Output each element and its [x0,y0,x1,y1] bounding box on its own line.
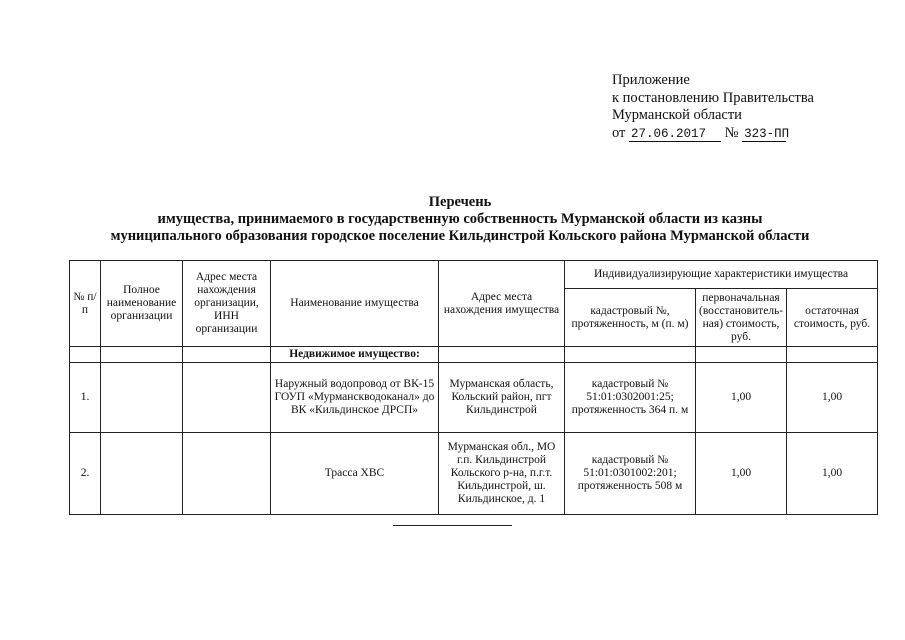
row-org-name [101,363,183,433]
number-value: 323-ПП [744,126,790,141]
header-org-address: Адрес места нахождения организации, ИНН организации [183,261,271,347]
header-initial-cost: первоначальная (восстановитель-ная) стоимость, руб. [696,289,787,347]
appendix-region: Мурманской области [612,107,742,123]
property-table [69,260,878,515]
header-row-1 [70,261,878,289]
row-initial-cost: 1,00 [696,363,787,433]
row-num: 2. [70,433,101,515]
header-cadastral: кадастровый №, протяженность, м (п. м) [565,289,696,347]
table-row [70,363,878,433]
appendix-date-line [612,125,814,143]
header-num: № п/п [70,261,101,347]
row-property-name: Наружный водопровод от ВК-15 ГОУП «Мурманскводоканал» до ВК «Кильдинское ДРСП» [271,363,439,433]
number-prefix: № [724,124,739,141]
appendix-title: Приложение [612,72,690,88]
section-row [70,347,878,363]
row-cadastral: кадастровый № 51:01:0301002:201; протяженность 508 м [565,433,696,515]
row-org-address [183,363,271,433]
row-property-address: Мурманская обл., МО г.п. Кильдинстрой Кольского р-на, п.г.т. Кильдинстрой, ш. Кильдинское, д. 1 [439,433,565,515]
header-residual-cost: остаточная стоимость, руб. [787,289,878,347]
header-org-name: Полное наименование организации [101,261,183,347]
row-property-name: Трасса ХВС [271,433,439,515]
date-prefix: от [612,124,626,141]
row-residual-cost: 1,00 [787,433,878,515]
document-subtitle-2: муниципального образования городское поселение Кильдинстрой Кольского района Мурманской области [110,228,810,244]
appendix-resolution: к постановлению Правительства [612,89,814,106]
header-property-name: Наименование имущества [271,261,439,347]
row-initial-cost: 1,00 [696,433,787,515]
row-residual-cost: 1,00 [787,363,878,433]
row-org-name [101,433,183,515]
row-num: 1. [70,363,101,433]
appendix-block [612,72,814,142]
document-subtitle-1: имущества, принимаемого в государственную собственность Мурманской области из казны [157,211,763,227]
row-cadastral: кадастровый № 51:01:0302001:25; протяженность 364 п. м [565,363,696,433]
row-property-address: Мурманская область, Кольский район, пгт Кильдинстрой [439,363,565,433]
row-org-address [183,433,271,515]
header-property-address: Адрес места нахождения имущества [439,261,565,347]
table-row [70,433,878,515]
document-title: Перечень [428,194,492,210]
date-value: 27.06.2017 [629,127,721,142]
header-individual: Индивидуализирующие характеристики имущества [565,261,878,289]
end-divider [393,525,512,526]
section-label: Недвижимое имущество: [271,347,439,363]
